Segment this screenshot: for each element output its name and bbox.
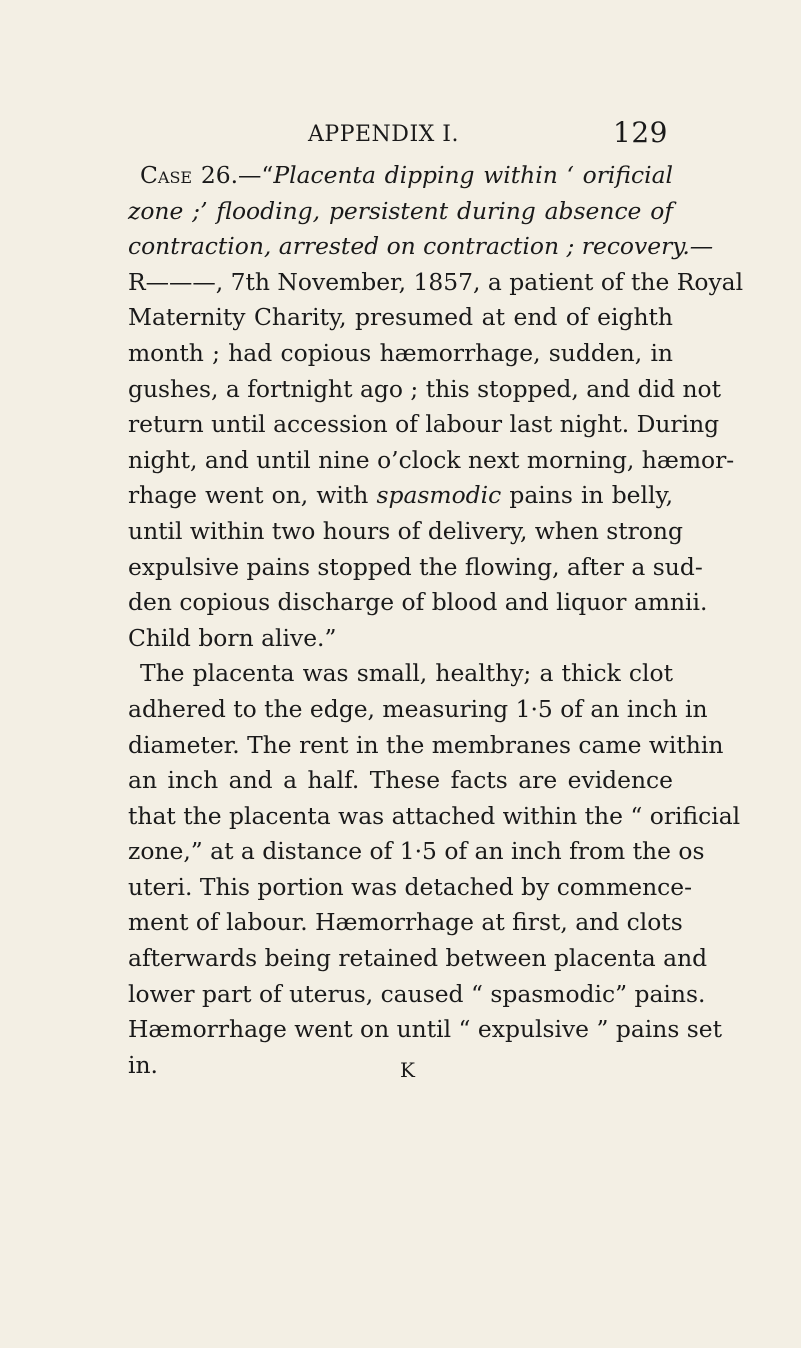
text-run: zone,” at a distance of 1·5 of an inch from the os: [128, 837, 705, 866]
text-line: [128, 514, 683, 550]
text-run: gushes, a fortnight ago ; this stopped, and did not: [128, 374, 722, 403]
text-run: adhered to the edge, measuring 1·5 of an inch in: [128, 694, 708, 723]
text-run: month ; had copious hæmorrhage, sudden, in: [128, 338, 673, 367]
text-run: Maternity Charity, presumed at end of eighth: [128, 303, 673, 332]
italic-text: spasmodic: [376, 481, 502, 510]
text-line: [128, 194, 673, 230]
text-run: in.: [128, 1050, 158, 1079]
case-text: [128, 158, 744, 1083]
text-line: [128, 977, 706, 1013]
text-run: Hæmorrhage went on until “ expulsive ” pains set: [128, 1015, 723, 1044]
text-line: [128, 692, 708, 728]
text-run: an inch and a half. These facts are evidence: [128, 766, 673, 795]
text-run: night, and until nine o’clock next morning, hæmor-: [128, 445, 735, 474]
text-run: Child born alive.”: [128, 623, 337, 652]
text-run: until within two hours of delivery, when strong: [128, 516, 683, 545]
text-line: [128, 799, 741, 835]
text-run: rhage went on, with: [128, 481, 377, 510]
text-run: uteri. This portion was detached by commence-: [128, 872, 693, 901]
text-line: [128, 728, 724, 764]
text-line: [128, 336, 673, 372]
page-number: 129: [613, 116, 668, 149]
text-line: [128, 941, 708, 977]
text-line: [128, 158, 673, 194]
text-line: [128, 621, 673, 657]
text-line: [128, 585, 708, 621]
text-run: expulsive pains stopped the flowing, after a sud-: [128, 552, 703, 581]
text-line: [128, 265, 744, 301]
text-run: den copious discharge of blood and liquor amnii.: [128, 588, 708, 617]
text-line: [128, 443, 735, 479]
text-line: [128, 478, 673, 514]
text-run: Case: [140, 161, 193, 189]
text-line: [128, 229, 714, 265]
italic-text: contraction, arrested on contraction ; recovery.—: [128, 232, 714, 261]
text-run: R———, 7th November, 1857, a patient of the Royal: [128, 267, 744, 296]
text-line: [128, 763, 673, 799]
text-run: lower part of uterus, caused “ spasmodic” pains.: [128, 979, 706, 1008]
italic-text: zone ;’ flooding, persistent during absence of: [128, 196, 673, 225]
text-run: that the placenta was attached within the “ orificial: [128, 801, 741, 830]
italic-text: Placenta dipping within ‘ orificial: [273, 161, 674, 189]
text-line: [128, 834, 705, 870]
text-run: return until accession of labour last night. During: [128, 410, 720, 439]
text-line: [128, 656, 673, 692]
signature-mark: K: [400, 1058, 415, 1082]
text-line: [128, 1012, 723, 1048]
text-run: The placenta was small, healthy; a thick clot: [140, 659, 673, 688]
text-run: ment of labour. Hæmorrhage at first, and clots: [128, 908, 683, 937]
text-line: [128, 905, 683, 941]
text-line: [128, 870, 693, 906]
text-run: afterwards being retained between placenta and: [128, 944, 708, 973]
text-run: pains in belly,: [501, 481, 674, 510]
text-run: 26.—“: [192, 161, 274, 189]
text-line: [128, 372, 722, 408]
text-line: [128, 300, 673, 336]
text-run: diameter. The rent in the membranes came within: [128, 730, 724, 759]
running-header: [128, 116, 668, 154]
header-title: APPENDIX I.: [308, 122, 459, 147]
text-line: [128, 550, 703, 586]
text-line: [128, 407, 720, 443]
